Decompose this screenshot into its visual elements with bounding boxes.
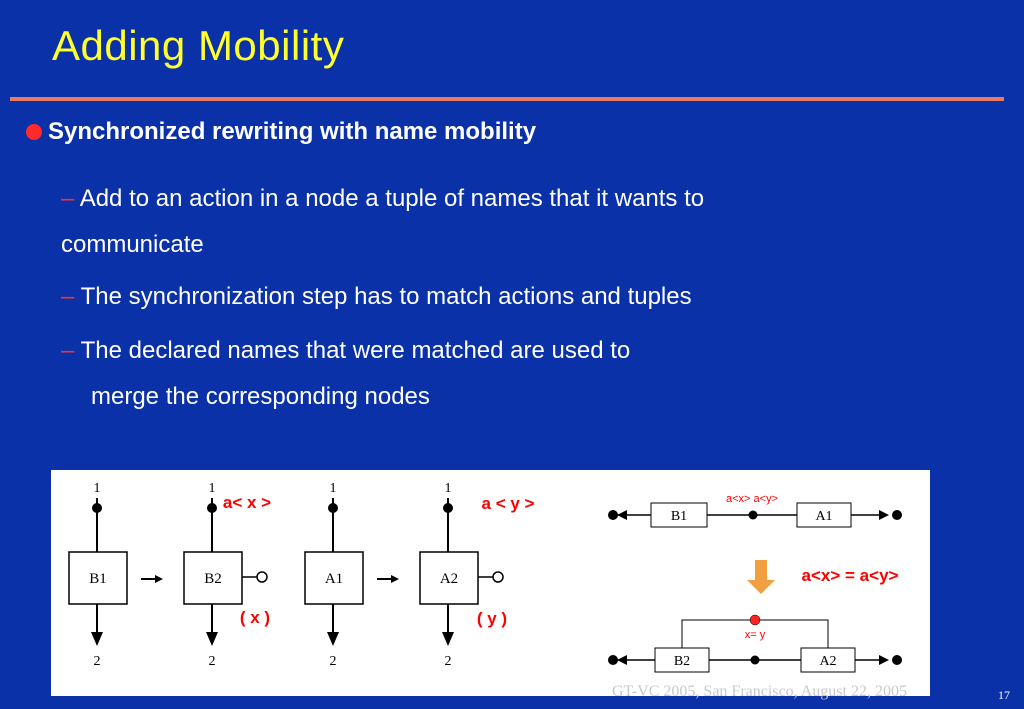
merge-label: x= y <box>744 629 766 641</box>
box-label: B2 <box>673 654 691 669</box>
port-label-2: 2 <box>208 654 216 669</box>
box-label: B2 <box>204 571 222 587</box>
rule-label: a<x> = a<y> <box>801 566 899 585</box>
dash-marker: – <box>61 185 75 212</box>
title-divider <box>10 97 1004 101</box>
port-label-1: 1 <box>208 481 216 496</box>
graph-after <box>608 615 902 672</box>
port-label-1: 1 <box>444 481 452 496</box>
sub-bullet-3 <box>61 328 630 420</box>
sub-bullet-3-line1: The declared names that were matched are used to <box>74 337 631 364</box>
sub-bullet-1-line2: communicate <box>61 231 204 258</box>
action-label-right: a < y > <box>481 494 535 513</box>
box-label: A2 <box>819 654 837 669</box>
sub-bullet-2-line1: The synchronization step has to match actions and tuples <box>74 283 692 310</box>
main-bullet <box>26 118 536 146</box>
sub-bullet-1 <box>61 176 704 268</box>
sub-bullet-1-line1: Add to an action in a node a tuple of names that it wants to <box>74 185 705 212</box>
bullet-dot-icon <box>26 124 42 140</box>
rewriting-diagram <box>51 470 930 696</box>
main-bullet-text: Synchronized rewriting with name mobility <box>48 118 537 145</box>
box-label: B1 <box>670 509 688 524</box>
node-b1 <box>69 481 127 669</box>
tuple-label-right: ( y ) <box>476 609 508 628</box>
port-label-2: 2 <box>444 654 452 669</box>
port-label-1: 1 <box>329 481 337 496</box>
box-label: B1 <box>89 571 107 587</box>
slide-footer: GT-VC 2005, San Francisco, August 22, 2005 <box>612 683 907 700</box>
dash-marker: – <box>61 337 75 364</box>
dash-marker: – <box>61 283 75 310</box>
slide-title: Adding Mobility <box>52 22 345 69</box>
box-label: A1 <box>324 571 344 587</box>
rewriting-figure <box>51 470 930 696</box>
sub-bullet-3-line2: merge the corresponding nodes <box>91 383 430 410</box>
graph-before <box>608 503 902 527</box>
box-label: A1 <box>815 509 833 524</box>
top-action-label: a<x> a<y> <box>726 493 778 505</box>
down-arrow-icon <box>747 560 775 594</box>
box-label: A2 <box>439 571 459 587</box>
port-label-1: 1 <box>93 481 101 496</box>
action-label-left: a< x > <box>222 493 272 512</box>
sub-bullet-2 <box>61 274 692 320</box>
transition-arrow-icon <box>377 575 399 583</box>
port-label-2: 2 <box>329 654 337 669</box>
transition-arrow-icon <box>141 575 163 583</box>
node-a1 <box>305 481 363 669</box>
page-number: 17 <box>998 688 1010 702</box>
port-label-2: 2 <box>93 654 101 669</box>
tuple-label-left: ( x ) <box>239 608 271 627</box>
